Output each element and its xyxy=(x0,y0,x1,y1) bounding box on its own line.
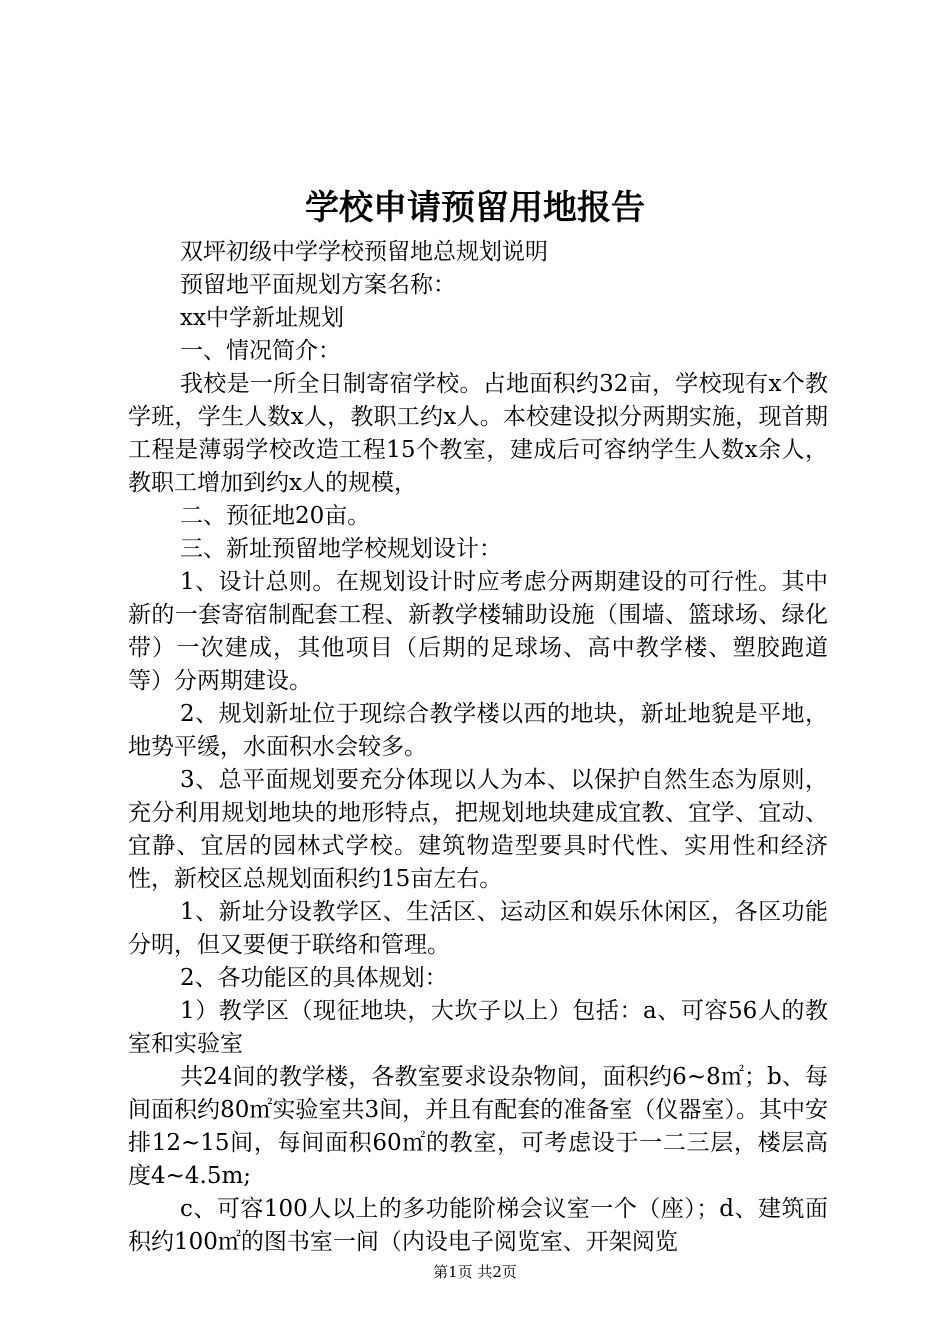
paragraph-master-plan: 3、总平面规划要充分体现以人为本、以保护自然生态为原则，充分利用规划地块的地形特点，把规划地块建成宜教、宜学、宜动、宜静、宜居的园林式学校。建筑物造型要具时代性、实用性和经济性，新校区总规划面积约15亩左右。 xyxy=(128,767,828,892)
page-footer: 第1页 共2页 xyxy=(433,1263,517,1281)
paragraph-overview: 我校是一所全日制寄宿学校。占地面积约32亩，学校现有x个教学班，学生人数x人，教职工约x人。本校建设拟分两期实施，现首期工程是薄弱学校改造工程15个教室，建成后可容纳学生人数x余人，教职工增加到约x人的规模， xyxy=(128,371,828,496)
paragraph-plan-name-label: 预留地平面规划方案名称： xyxy=(180,272,456,298)
paragraph-facilities: c、可容100人以上的多功能阶梯会议室一个（座）；d、建筑面积约100㎡的图书室一间（内设电子阅览室、开架阅览 xyxy=(128,1196,828,1255)
paragraph-zoning: 1、新址分设教学区、生活区、运动区和娱乐休闲区，各区功能分明，但又要便于联络和管理。 xyxy=(128,899,828,958)
section-heading-land: 二、预征地20亩。 xyxy=(180,503,371,529)
section-heading-design: 三、新址预留地学校规划设计： xyxy=(180,536,502,562)
paragraph-teaching-building: 共24间的教学楼，各教室要求设杂物间，面积约6~8㎡；b、每间面积约80㎡实验室共3间，并且有配套的准备室（仪器室）。其中安排12~15间，每间面积60㎡的教室，可考虑设于一二三层，楼层高度4~4.5m; xyxy=(128,1064,828,1189)
paragraph-zone-details-heading: 2、各功能区的具体规划： xyxy=(180,965,448,991)
paragraph-subtitle: 双坪初级中学学校预留地总规划说明 xyxy=(180,239,548,265)
document-title: 学校申请预留用地报告 xyxy=(305,188,645,228)
paragraph-teaching-zone: 1）教学区（现征地块，大坎子以上）包括：a、可容56人的教室和实验室 xyxy=(128,998,828,1057)
paragraph-plan-name: xx中学新址规划 xyxy=(180,305,344,331)
paragraph-site-location: 2、规划新址位于现综合教学楼以西的地块，新址地貌是平地，地势平缓，水面积水会较多。 xyxy=(128,701,828,760)
document-body xyxy=(128,236,828,1259)
section-heading-overview: 一、情况简介： xyxy=(180,338,341,364)
paragraph-design-principle: 1、设计总则。在规划设计时应考虑分两期建设的可行性。其中新的一套寄宿制配套工程、新教学楼辅助设施（围墙、篮球场、绿化带）一次建成，其他项目（后期的足球场、高中教学楼、塑胶跑道等）分两期建设。 xyxy=(128,569,828,694)
